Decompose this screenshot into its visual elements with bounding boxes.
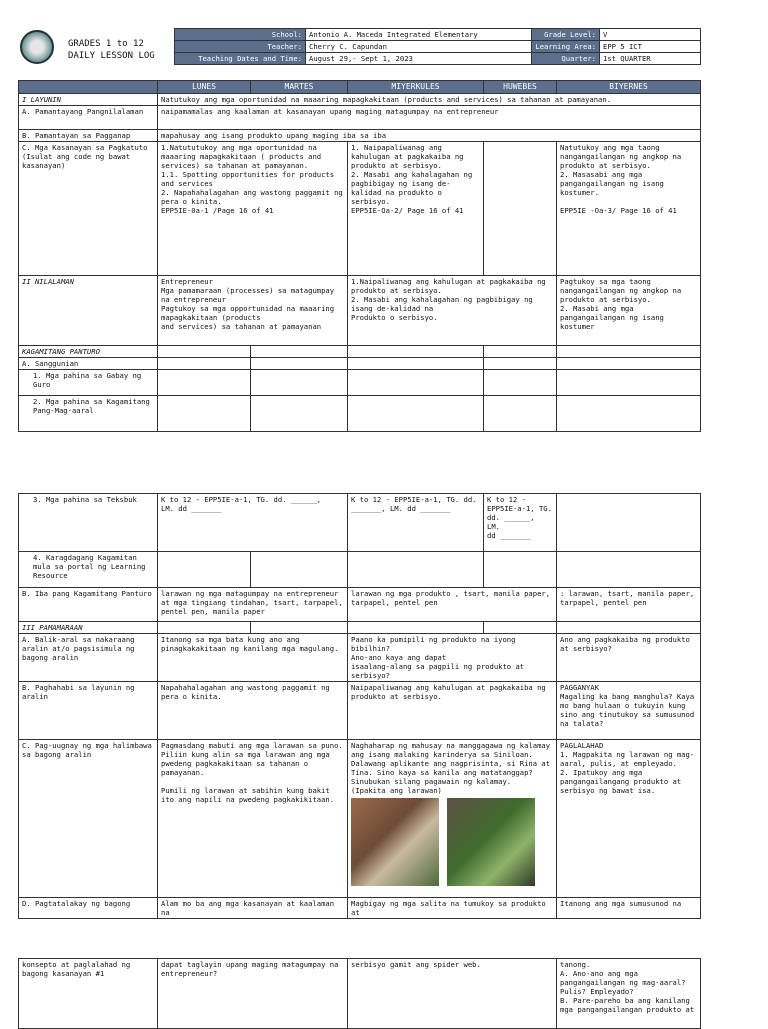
day-huwebes: HUWEBES xyxy=(484,81,557,94)
kagamitan-mag-aaral-label: 2. Mga pahina sa Kagamitang Pang-Mag-aaral xyxy=(19,396,158,432)
konsepto-lunes: dapat taglayin upang maging matagumpay na entrepreneur? xyxy=(158,959,348,1029)
pagtatalakay-biyernes: Itanong ang mga sumusunod na xyxy=(557,898,701,919)
paghahabi-lunes: Napahahalagahan ang wastong paggamit ng pera o kinita. xyxy=(158,682,348,740)
grade-value: V xyxy=(600,29,701,41)
paghahabi-biyernes: PAGGANYAK Magaling ka bang manghula? Kaya mo bang hulaan o tukuyin kung sino ang tinutukoy sa sumusunod na talata? xyxy=(557,682,701,740)
nilalaman-lunes: Entrepreneur Mga pamamaraan (processes) sa matagumpay na entrepreneur Pagtukoy sa mga opportunidad na maaaring mapagkakitaan (products and services) sa tahanan at pamayanan xyxy=(158,276,348,346)
dates-value: August 29,- Sept 1, 2023 xyxy=(306,53,532,65)
photo-tina-kalamay xyxy=(447,798,535,886)
area-value: EPP 5 ICT xyxy=(600,41,701,53)
kagamitan-label: KAGAMITANG PANTURO xyxy=(19,346,158,358)
deped-seal-icon xyxy=(20,30,54,64)
day-biyernes: BIYERNES xyxy=(557,81,701,94)
teksbuk-label: 3. Mga pahina sa Teksbuk xyxy=(19,494,158,552)
layunin-label: I LAYUNIN xyxy=(19,94,158,106)
pamantayan-pagganap-text: mapahusay ang isang produkto upang maging iba sa iba xyxy=(158,130,701,142)
konsepto-miyerkules: serbisyo gamit ang spider web. xyxy=(348,959,557,1029)
pag-uugnay-lunes: Pagmasdang mabuti ang mga larawan sa puno. Piliin kung alin sa mga larawan ang mga pwedeng pagkakakitaan sa tahanan o pamayanan. Pumili ng larawan at sabihin kung bakit ito ang napili na pwedeng pagkakikitaan. xyxy=(158,740,348,898)
photo-rina-kalamay xyxy=(351,798,439,886)
pagtatalakay-miyerkules: Magbigay ng mga salita na tumukoy sa produkto at xyxy=(348,898,557,919)
kasanayan-lunes: 1.Natututukoy ang mga oportunidad na maaaring mapagkakitaan ( products and services) sa tahanan at pamayanan. 1.1. Spotting opportunities for products and services 2. Napahahalagahan ang wastong paggamit ng pera o kinita. EPP5IE-0a-1 /Page 16 of 41 xyxy=(158,142,348,276)
iba-label: B. Iba pang Kagamitang Panturo xyxy=(19,588,158,622)
quarter-value: 1st QUARTER xyxy=(600,53,701,65)
pamantayang-pangnilalaman-text: naipamamalas ang kaalaman at kasanayan upang maging matagumpay na entrepreneur xyxy=(158,106,701,130)
konsepto-label: konsepto at paglalahad ng bagong kasanayan #1 xyxy=(19,959,158,1029)
karagdagang-label: 4. Karagdagang Kagamitan mula sa portal ng Learning Resource xyxy=(19,552,158,588)
day-lunes: LUNES xyxy=(158,81,251,94)
nilalaman-biyernes: Pagtukoy sa mga taong nangangailangan ng angkop na produkto at serbisyo. 2. Masabi ang mga pangangailangan ng isang kostumer xyxy=(557,276,701,346)
lesson-table-part2 xyxy=(18,493,701,919)
header-info-table: School: Antonio A. Maceda Integrated Elementary Grade Level: V Teacher: Cherry C. Capundan Learning Area: EPP 5 ICT Teaching Dates and Time: August 29,- Sept 1, 2023 Quarter: 1st QUARTER xyxy=(174,28,701,65)
kasanayan-biyernes: Natutukoy ang mga taong nangangailangan ng angkop na produkto at serbisyo. 2. Masasabi ang mga pangangailangan ng isang kostumer. EPP5IE -Oa-3/ Page 16 of 41 xyxy=(557,142,701,276)
konsepto-biyernes: tanong. A. Ano-ano ang mga pangangailangan ng mag-aaral? Pulis? Empleyado? B. Pare-pareho ba ang kanilang mga pangangailangan produkto at xyxy=(557,959,701,1029)
kasanayan-miyerkules: 1. Naipapaliwanag ang kahulugan at pagkakaiba ng produkto at serbisyo. 2. Masabi ang kahalagahan ng pagbibigay ng isang de-kalidad na produkto o serbisyo. EPP5IE-Oa-2/ Page 16 of 41 xyxy=(348,142,484,276)
nilalaman-miyerkules: 1.Naipaliwanag ang kahulugan at pagkakaiba ng produkto at serbisyo. 2. Masabi ang kahalagahan ng pagbibigay ng isang de-kalidad na Produkto o serbisyo. xyxy=(348,276,557,346)
pag-uugnay-label: C. Pag-uugnay ng mga halimbawa sa bagong aralin xyxy=(19,740,158,898)
day-martes: MARTES xyxy=(251,81,348,94)
iba-miyerkules: larawan ng mga produkto , tsart, manila paper, tarpapel, pentel pen xyxy=(348,588,557,622)
paghahabi-label: B. Paghahabi sa layunin ng aralin xyxy=(19,682,158,740)
school-value: Antonio A. Maceda Integrated Elementary xyxy=(306,29,532,41)
pagtatalakay-label: D. Pagtatalakay ng bagong xyxy=(19,898,158,919)
pag-uugnay-miyerkules-text: Naghaharap ng mahusay na manggagawa ng kalamay ang isang malaking karinderya sa Siniloan. Dalawang aplikante ang nagprisinta, si Rina at Tina. Sino kaya sa kanila ang matatanggap? Sinubukan silang pagawain ng kalamay. (Ipakita ang larawan) xyxy=(351,741,551,795)
teacher-value: Cherry C. Capundan xyxy=(306,41,532,53)
pamamaraan-label: III PAMAMARAAN xyxy=(19,622,158,634)
teksbuk-huwebes: K to 12 - EPP5IE-a-1, TG. dd. ______, LM. dd _______ xyxy=(484,494,557,552)
kalamay-photos xyxy=(351,798,553,886)
sanggunian-label: A. Sanggunian xyxy=(19,358,158,370)
balik-aral-biyernes: Ano ang pagkakaiba ng produkto at serbisyo? xyxy=(557,634,701,682)
day-miyerkules: MIYERKULES xyxy=(348,81,484,94)
gabay-label: 1. Mga pahina sa Gabay ng Guro xyxy=(19,370,158,396)
nilalaman-label: II NILALAMAN xyxy=(19,276,158,346)
pamantayan-pagganap-label: B. Pamantayan sa Pagganap xyxy=(19,130,158,142)
iba-lunes: larawan ng mga matagumpay na entrepreneur at mga tingiang tindahan, tsart, tarpapel, pentel pen, manila paper xyxy=(158,588,348,622)
pag-uugnay-biyernes: PAGLALAHAD 1. Magpakita ng larawan ng mag-aaral, pulis, at empleyado. 2. Ipatukoy ang mga pangangailangang produkto at serbisyo ng bawat isa. xyxy=(557,740,701,898)
iba-biyernes: : larawan, tsart, manila paper, tarpapel, pentel pen xyxy=(557,588,701,622)
balik-aral-miyerkules: Paano ka pumipili ng produkto na iyong bibilhin? Ano-ano kaya ang dapat isaalang-alang sa pagpili ng produkto at serbisyo? xyxy=(348,634,557,682)
lesson-table-part1 xyxy=(18,80,701,432)
balik-aral-lunes: Itanong sa mga bata kung ano ang pinagkakakitaan ng kanilang mga magulang. xyxy=(158,634,348,682)
balik-aral-label: A. Balik-aral sa nakaraang aralin at/o pagsisimula ng bagong aralin xyxy=(19,634,158,682)
pagtatalakay-lunes: Alam mo ba ang mga kasanayan at kaalaman na xyxy=(158,898,348,919)
days-header-row xyxy=(19,81,701,94)
kasanayan-label: C. Mga Kasanayan sa Pagkatuto (Isulat ang code ng bawat kasanayan) xyxy=(19,142,158,276)
teksbuk-lunes: K to 12 - EPP5IE-a-1, TG. dd. ______, LM. dd _______ xyxy=(158,494,348,552)
lesson-table-part3 xyxy=(18,958,701,1029)
pag-uugnay-miyerkules xyxy=(348,740,557,898)
layunin-text: Natutukoy ang mga oportunidad na maaaring mapagkakitaan (products and services) sa tahanan at pamayanan. xyxy=(158,94,701,106)
teksbuk-miyerkules: K to 12 - EPP5IE-a-1, TG. dd. _______, LM. dd _______ xyxy=(348,494,484,552)
form-title: GRADES 1 to 12 DAILY LESSON LOG xyxy=(68,39,155,61)
paghahabi-miyerkules: Naipapaliwanag ang kahulugan at pagkakaiba ng produkto at serbisyo. xyxy=(348,682,557,740)
pamantayang-pangnilalaman-label: A. Pamantayang Pangnilalaman xyxy=(19,106,158,130)
